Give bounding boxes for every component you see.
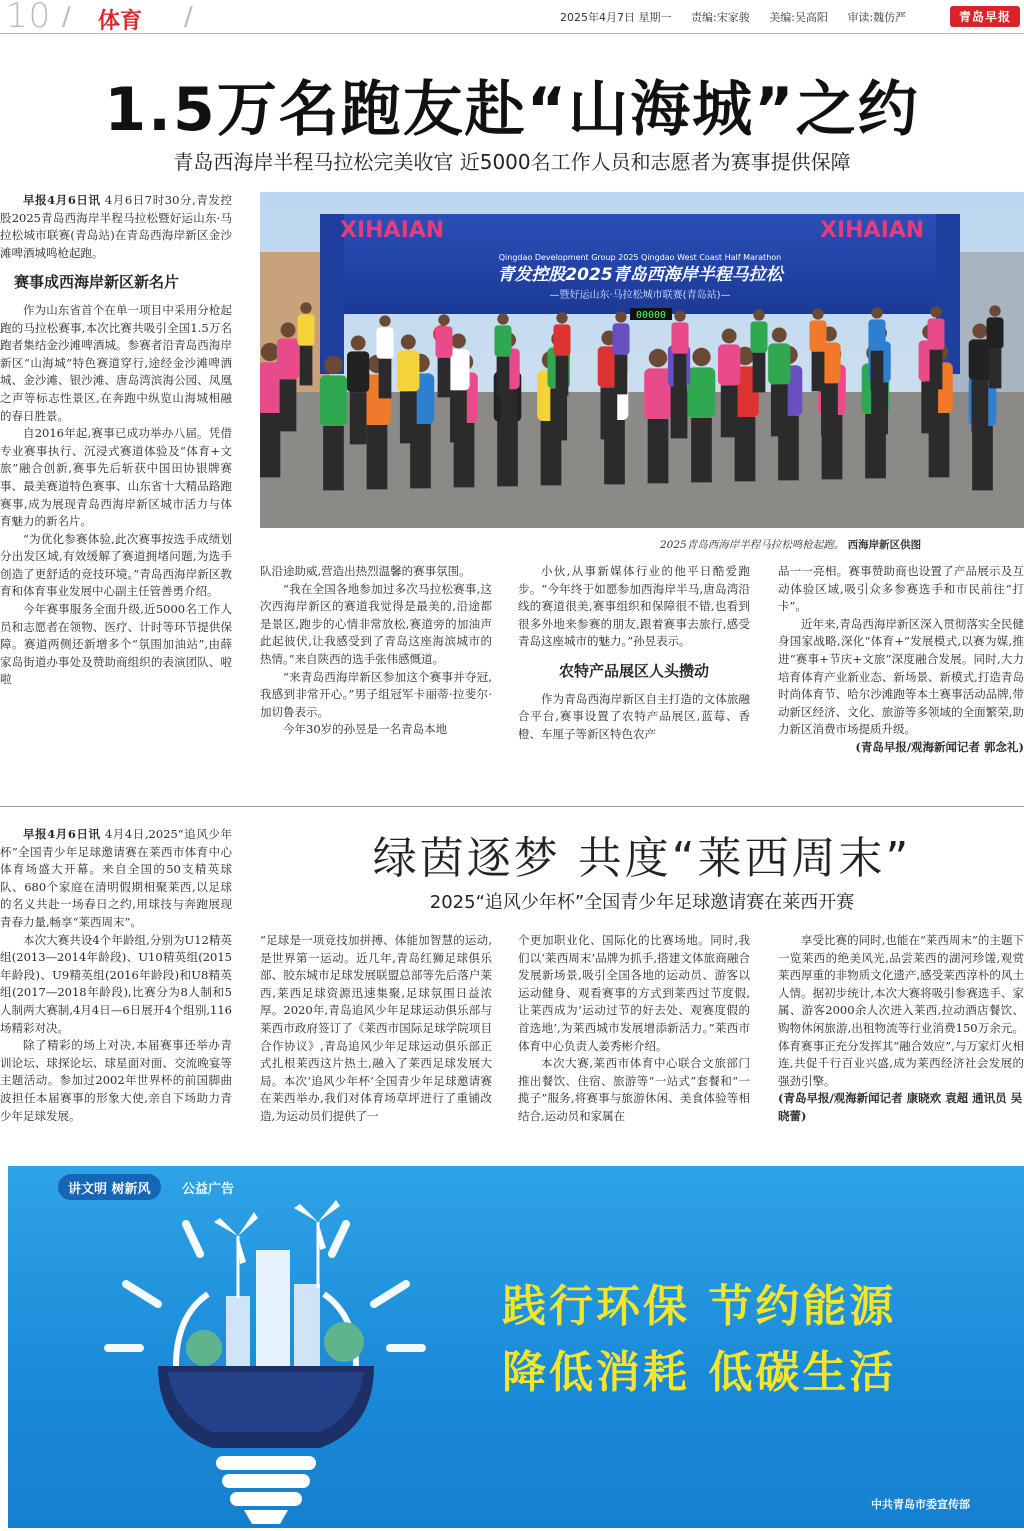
paragraph: 作为青岛西海岸新区自主打造的文体旅融合平台,赛事设置了农特产品展区,蓝莓、香橙、车厘子等新区特色农产 (518, 691, 750, 741)
article2-column-1 (0, 826, 232, 1146)
newspaper-logo: 青岛早报 (950, 6, 1020, 27)
ad-slogan-line-2: 降低消耗 低碳生活 (502, 1347, 897, 1398)
article2-column-3 (518, 932, 750, 1146)
runner-figure (277, 323, 299, 432)
ad-type: 公益广告 (182, 1182, 235, 1197)
article1-subhead-2: 农特产品展区人头攒动 (558, 661, 709, 680)
photo-caption (660, 537, 921, 552)
dateline: 早报4月6日讯 (23, 193, 101, 207)
paragraph: 品一一亮相。赛事赞助商也设置了产品展示及互动体验区域,吸引众多参赛选手和市民前往“打卡”。 (778, 564, 1024, 614)
issue-date: 2025年4月7日 星期一 (560, 11, 672, 24)
arch-brand-right: XIHAIAN (820, 218, 925, 243)
race-clock: 00000 (635, 310, 667, 321)
caption-credit: 西海岸新区供图 (847, 539, 922, 551)
paragraph: 本次大赛,莱西市体育中心联合文旅部门推出餐饮、住宿、旅游等“一站式”套餐和“一揽子”服务,将赛事与旅游休闲、美食体验等相结合,运动员和家属在 (518, 1056, 750, 1123)
arch-cn-title: 青发控股2025青岛西海岸半程马拉松 (497, 265, 783, 285)
article1-col3-body (518, 563, 750, 651)
runner-figure (494, 313, 511, 396)
paragraph: 小伙,从事新媒体行业的他平日酷爱跑步。“今年终于如愿参加西海岸半马,唐岛湾沿线的赛道很美,赛事组织和保障很不错,也看到很多外地来参赛的朋友,跟着赛事去旅行,感受青岛这座城市的魅力。”孙昱表示。 (518, 564, 750, 649)
article1-byline: (青岛早报/观海新闻记者 郭念礼) (855, 739, 1024, 754)
article2-col1-para: 除了精彩的场上对决,本届赛事还举办青训论坛、球探论坛、球星面对面、交流晚宴等主题活动。参加过2002年世界杯的前国脚曲波担任本届赛事的形象大使,亲自下场助力青少年足球发展。 (0, 1038, 232, 1123)
paragraph: 今年赛事服务全面升级,近5000名工作人员和志愿者在领物、医疗、计时等环节提供保障。赛道两侧还新增多个“氛围加油站”,由薛家岛街道办事处及赞助商组织的表演团队、啦啦 (0, 602, 232, 687)
runner-figure (435, 314, 452, 397)
runner-figure (644, 349, 672, 484)
article-divider (0, 806, 1024, 807)
article1-col1-body (0, 302, 232, 689)
paragraph: 今年30岁的孙昱是一名青岛本地 (283, 722, 448, 737)
article2-dateline: 早报4月6日讯 (23, 827, 101, 841)
page-header (0, 0, 1024, 34)
runner-figure (553, 312, 570, 395)
article1-column-4 (778, 563, 1024, 783)
article1-col2-body (260, 563, 492, 739)
runner-figure (768, 328, 790, 437)
paragraph: 享受比赛的同时,也能在“莱西周末”的主题下一览莱西的绝美风光,品尝莱西的湖河珍馐,观赏莱西厚重的非物质文化遗产,感受莱西淳朴的风土人情。据初步统计,本次大赛将吸引参赛选手、家属、游客2000余人次进入莱西,拉动酒店餐饮、购物休闲旅游,出租物流等行业消费150万余元。体育赛事正充分发挥其“融合效应”,与万家灯火相连,共促千行百业兴盛,成为莱西经济社会发展的强劲引擎。 (778, 933, 1024, 1088)
article2-headline: 绿茵逐梦 共度“莱西周末” (372, 833, 912, 884)
article1-col3b-body (518, 691, 750, 744)
runner-figure (868, 307, 885, 390)
article2-col2-body (260, 932, 492, 1126)
paragraph: 自2016年起,赛事已成功举办八届。凭借专业赛事执行、沉浸式赛道体验及“体育+文旅”融合创新,赛事先后斩获中国田协银牌赛事、最美赛道特色赛事、山东省十大精品路跑赛事,成为展现青岛西海岸新区城市活力与体育魅力的新名片。 (0, 426, 232, 529)
article1-column-1 (0, 192, 232, 798)
runner-figure (718, 329, 740, 438)
runner-figure (688, 348, 716, 483)
paragraph: 作为山东省首个在单一项目中采用分枪起跑的马拉松赛事,本次比赛共吸引全国1.5万名跑者集结金沙滩啤酒城。参赛者沿青岛西海岸新区“山海城”特色赛道穿行,途经金沙滩啤酒城、金沙滩、银沙滩、唐岛湾滨海公园、凤凰之声等标志性景区,在奔跑中纵览山海城相融的春日胜景。 (0, 302, 232, 423)
article2-column-4 (778, 932, 1024, 1146)
runner-figure (320, 356, 348, 491)
public-service-ad (8, 1166, 1024, 1528)
runner-figure (612, 311, 629, 394)
article1-column-2 (260, 563, 492, 783)
article1-subheadline: 青岛西海岸半程马拉松完美收官 近5000名工作人员和志愿者为赛事提供保障 (173, 150, 851, 174)
paragraph: 近年来,青岛西海岸新区深入贯彻落实全民健身国家战略,深化“体育+”发展模式,以赛为媒,推进“赛事+节庆+文旅”深度融合发展。同时,大力培育体育产业新业态、新场景、新模式,打造青岛时尚体育节、哈尔沙滩跑等本土赛事活动品牌,带动新区经济、文化、旅游等多领域的全面繁荣,助力新区消费市场提质升级。 (778, 616, 1024, 737)
paragraph: 队沿途助威,营造出热烈温馨的赛事氛围。 (260, 564, 471, 578)
article1-subhead-1: 赛事成西海岸新区新名片 (14, 273, 180, 292)
runner-figure (297, 302, 314, 385)
runner-figure (927, 306, 944, 389)
runner-figure (376, 315, 393, 398)
article2-col4-body (778, 932, 1024, 1090)
marathon-photo-illustration (260, 192, 1024, 528)
paragraph: “足球是一项竞技加拼搏、体能加智慧的运动,是世界第一运动。近几年,青岛红狮足球俱乐部、胶东城市足球发展联盟总部等先后落户莱西,莱西足球资源迅速集聚,足球氛围日益浓厚。2020年,青岛追风少年足球运动俱乐部与莱西市政府签订了《莱西市国际足球学院项目合作协议》,青岛追风少年足球运动俱乐部正式扎根莱西这片热土,融入了莱西足球发展大局。本次‘追风少年杯’全国青少年足球邀请赛在莱西举办,我们对体育场草坪进行了重铺改造,为运动员们提供了一 (260, 933, 492, 1123)
article2-column-2 (260, 932, 492, 1146)
header-divider: / (62, 2, 71, 32)
page-number: 10 (6, 0, 52, 36)
article2-lead: 4月4日,2025“追风少年杯”全国青少年足球邀请赛在莱西市体育中心体育场盛大开幕。来自全国的50支精英球队、680个家庭在清明假期相聚莱西,以足球的名义共赴一场春日之约,用球技与奔跑展现青春力量,畅享“莱西周末”。 (0, 827, 232, 929)
arch-brand-left: XIHAIAN (340, 218, 445, 243)
ad-slogan-line-1: 践行环保 节约能源 (502, 1281, 897, 1332)
ad-sponsor: 中共青岛市委宣传部 (871, 1498, 970, 1511)
runner-figure (397, 335, 419, 444)
article1-col4-body (778, 563, 1024, 739)
paragraph: “为优化参赛体验,此次赛事按选手成绩划分出发区域,有效缓解了赛道拥堵问题,为选手创造了更舒适的竞技环境。”青岛西海岸新区教育和体育事业发展中心副主任管善勇介绍。 (0, 531, 232, 599)
article2-byline: (青岛早报/观海新闻记者 康晓欢 袁超 通讯员 吴晓蕾) (778, 1091, 1023, 1123)
runner-figure (671, 310, 688, 393)
runner-figure (809, 308, 826, 391)
runner-figure (750, 309, 767, 392)
paragraph: “来青岛西海岸新区参加这个赛事并夺冠,我感到非常开心。”男子组冠军卡丽蒂·拉斐尔·加切鲁表示。 (260, 669, 492, 719)
arch-en-title: Qingdao Development Group 2025 Qingdao West Coast Half Marathon (498, 253, 782, 262)
paragraph: 个更加职业化、国际化的比赛场地。同时,我们以‘莱西周末’品牌为抓手,搭建文体旅商融合发展新场景,吸引全国各地的运动员、游客以运动健身、观看赛事的方式到莱西过节度假,让莱西成为‘运动过节的好去处、观赛度假的首选地’,为莱西城市发展增添新活力。”莱西市体育中心负责人姜秀彬介绍。 (518, 933, 750, 1053)
article2-col3-body (518, 932, 750, 1126)
designer-credit: 美编:吴高阳 (769, 11, 828, 24)
proof-credit: 审读:魏仿严 (847, 11, 907, 24)
article1-lead: 4月6日7时30分,青发控股2025青岛西海岸半程马拉松暨好运山东·马拉松城市联赛(青岛站)在青岛西海岸新区金沙滩啤酒城鸣枪起跑。 (0, 193, 232, 260)
arch-subtitle: —暨好运山东·马拉松城市联赛(青岛站)— (549, 290, 731, 301)
article1-headline: 1.5万名跑友赴“山海城”之约 (104, 75, 920, 145)
article1-column-3 (518, 563, 750, 783)
runner-figure (347, 336, 369, 445)
article2-col1-para: 本次大赛共设4个年龄组,分别为U12精英组(2013—2014年龄段)、U10精英组(2015年龄段)、U9精英组(2016年龄段)和U8精英组(2017—2018年龄段),比赛分为8人制和5人制两大赛制,4月4日—6日展开4个组别,116场精彩对决。 (0, 932, 232, 1035)
lightbulb-city-icon (8, 1166, 468, 1528)
caption-text: 2025青岛西海岸半程马拉松鸣枪起跑。 (660, 539, 845, 551)
header-divider: / (184, 2, 193, 32)
paragraph: “我在全国各地参加过多次马拉松赛事,这次西海岸新区的赛道我觉得是最美的,沿途都是景区,跑步的心情非常放松,赛道旁的加油声此起彼伏,让我感受到了青岛这座海滨城市的热情。”来自陕西的选手张伟感慨道。 (260, 581, 492, 666)
marathon-start-photo (260, 192, 1024, 528)
header-meta (560, 9, 922, 25)
editor-credit: 责编:宋家骏 (691, 11, 750, 24)
ad-tag: 讲文明 树新风 (58, 1174, 161, 1200)
article2-subheadline: 2025“追风少年杯”全国青少年足球邀请赛在莱西开赛 (429, 892, 855, 913)
runner-figure (986, 305, 1003, 388)
section-name: 体育 (98, 9, 143, 34)
